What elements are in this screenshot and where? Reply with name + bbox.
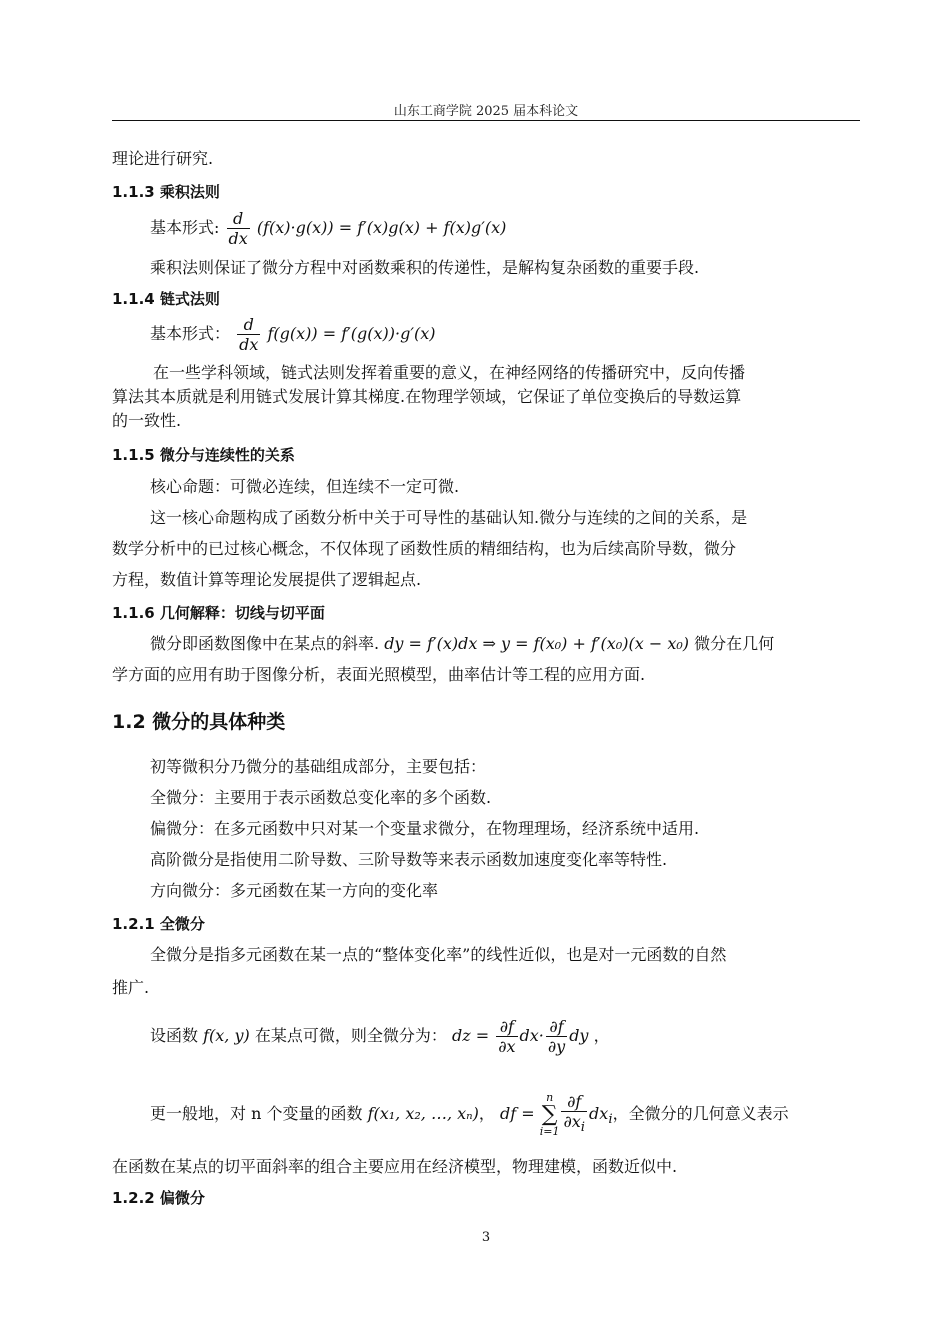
derivative-operator: $\frac{d}{dx}$ [228, 209, 248, 248]
list-item: 高阶微分是指使用二阶导数、三阶导数等来表示函数加速度变化率等特性. [150, 850, 668, 869]
dxi-term: $dx_i$ [589, 1104, 613, 1128]
general-total-differential [150, 1090, 860, 1142]
chain-rule-rhs: f(g(x)) = f′(g(x))·g′(x) [267, 324, 436, 343]
paragraph: 乘积法则保证了微分方程中对函数乘积的传递性，是解构复杂函数的重要手段. [150, 258, 700, 277]
text: 设函数 [150, 1026, 199, 1045]
paragraph-line: 数学分析中的已过核心概念，不仅体现了函数性质的精细结构，也为后续高阶导数，微分 [112, 539, 737, 558]
summation-symbol: n ∑ i=1 [539, 1090, 560, 1138]
heading-1-1-3: 1.1.3 乘积法则 [112, 183, 220, 201]
formula-dz: dz = [451, 1026, 490, 1045]
paragraph-line: 推广. [112, 978, 150, 997]
tangent-formula: dy = f′(x)dx ⇒ y = f(x₀) + f′(x₀)(x − x₀) [384, 634, 689, 653]
list-item: 全微分：主要用于表示函数总变化率的多个函数. [150, 788, 492, 807]
paragraph-line: 全微分是指多元函数在某一点的“整体变化率”的线性近似，也是对一元函数的自然 [150, 945, 727, 964]
paragraph-line: 在函数在某点的切平面斜率的组合主要应用在经济模型，物理建模，函数近似中. [112, 1157, 678, 1176]
paragraph-line: 在一些学科领域，链式法则发挥着重要的意义，在神经网络的传播研究中，反向传播 [153, 363, 746, 382]
partial-f-partial-x: $\frac{\partial f}{\partial x}$ [498, 1017, 516, 1056]
derivative-operator: $\frac{d}{dx}$ [239, 315, 259, 354]
function-fxy: f(x, y) [203, 1026, 250, 1045]
formula-df: df = [500, 1104, 535, 1123]
text-post: 微分在几何 [694, 634, 775, 653]
text: ， [478, 1104, 495, 1123]
page-header: 山东工商学院 2025 届本科论文 [393, 104, 579, 119]
chain-rule-formula [150, 314, 860, 356]
page-number: 3 [481, 1230, 491, 1245]
partial-f-partial-y: $\frac{\partial f}{\partial y}$ [547, 1017, 566, 1056]
heading-1-1-4: 1.1.4 链式法则 [112, 290, 220, 308]
heading-1-1-6: 1.1.6 几何解释：切线与切平面 [112, 604, 325, 622]
heading-1-2-2: 1.2.2 偏微分 [112, 1189, 205, 1207]
formula-label: 基本形式： [150, 324, 231, 343]
function-fxn: f(x₁, x₂, …, xₙ) [367, 1104, 479, 1123]
product-rule-formula [150, 208, 860, 250]
heading-1-2: 1.2 微分的具体种类 [112, 711, 286, 733]
product-rule-rhs: (f(x)·g(x)) = f′(x)g(x) + f(x)g′(x) [256, 218, 507, 237]
text: 在某点可微，则全微分为： [254, 1026, 447, 1045]
core-proposition: 核心命题：可微必连续，但连续不一定可微. [150, 477, 460, 496]
text: ，全微分的几何意义表示 [612, 1104, 789, 1123]
dy-term: dy [569, 1026, 589, 1045]
header-rule [112, 120, 860, 121]
paragraph-line: 算法其本质就是利用链式发展计算其梯度.在物理学领域，它保证了单位变换后的导数运算 [112, 387, 742, 406]
text-pre: 微分即函数图像中在某点的斜率. [150, 634, 380, 653]
partial-f-partial-xi: $\frac{\partial f}{\partial x_i}$ [563, 1091, 586, 1136]
list-item: 初等微积分乃微分的基础组成部分，主要包括： [150, 757, 487, 776]
paragraph-continuation: 理论进行研究. [112, 149, 214, 168]
paragraph-line: 方程，数值计算等理论发展提供了逻辑起点. [112, 570, 422, 589]
paragraph-line: 这一核心命题构成了函数分析中关于可导性的基础认知.微分与连续的之间的关系，是 [150, 508, 748, 527]
text: ， [593, 1026, 610, 1045]
total-differential-definition [150, 1014, 860, 1062]
formula-label: 基本形式: [150, 218, 220, 237]
dx-term: dx· [519, 1026, 544, 1045]
list-item: 偏微分：在多元函数中只对某一个变量求微分，在物理理场，经济系统中适用. [150, 819, 700, 838]
paragraph-line: 学方面的应用有助于图像分析，表面光照模型，曲率估计等工程的应用方面. [112, 665, 646, 684]
tangent-paragraph [150, 633, 860, 655]
heading-1-1-5: 1.1.5 微分与连续性的关系 [112, 446, 295, 464]
list-item: 方向微分：多元函数在某一方向的变化率 [150, 881, 439, 900]
paragraph-line: 的一致性. [112, 411, 182, 430]
text: 更一般地，对 n 个变量的函数 [150, 1104, 363, 1123]
heading-1-2-1: 1.2.1 全微分 [112, 915, 205, 933]
